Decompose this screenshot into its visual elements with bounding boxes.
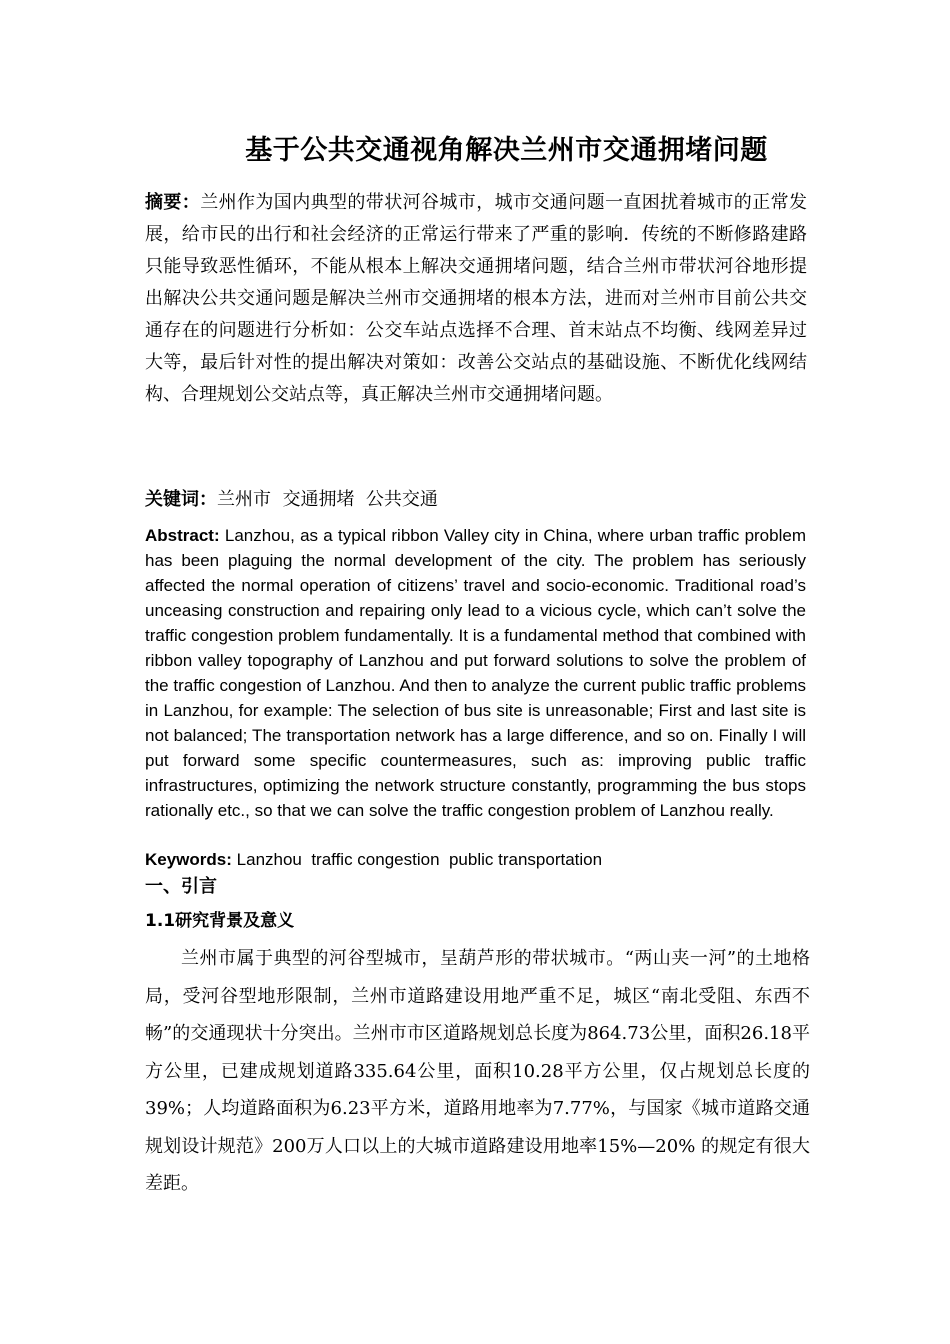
abstract-cn-text: 兰州作为国内典型的带状河谷城市，城市交通问题一直困扰着城市的正常发展，给市民的出行和社会经济的正常运行带来了严重的影响．传统的不断修路建路只能导致恶性循环，不能从根本上解决交通拥堵问题，结合兰州市带状河谷地形提出解决公共交通问题是解决兰州市交通拥堵的根本方法，进而对兰州市目前公共交通存在的问题进行分析如：公交车站点选择不合理、首末站点不均衡、线网差异过大等，最后针对性的提出解决对策如：改善公交站点的基础设施、不断优化线网结构、合理规划公交站点等，真正解决兰州市交通拥堵问题。 xyxy=(145,192,807,405)
abstract-cn xyxy=(145,187,807,411)
abstract-cn-label: 摘要： xyxy=(145,192,201,213)
abstract-en xyxy=(145,523,806,823)
keywords-en-text: Lanzhou traffic congestion public transportation xyxy=(236,850,603,869)
keywords-cn-label: 关键词： xyxy=(145,489,217,510)
subsection-heading-background: 1.1研究背景及意义 xyxy=(145,911,295,931)
section-heading-introduction: 一、引言 xyxy=(145,876,217,897)
keywords-cn-text: 兰州市 交通拥堵 公共交通 xyxy=(217,489,438,510)
keywords-en-label: Keywords: xyxy=(145,850,232,869)
keywords-en xyxy=(145,847,806,872)
abstract-en-text: Lanzhou, as a typical ribbon Valley city in China, where urban traffic problem has been plaguing the normal development of the city. The problem has seriously affected the normal operation of citizens’ travel and socio-economic. Traditional road’s unceasing construction and repairing only lead to a vicious cycle, which can’t solve the traffic congestion problem fundamentally. It is a fundamental method that combined with ribbon valley topography of Lanzhou and put forward solutions to solve the problem of the traffic congestion of Lanzhou. And then to analyze the current public traffic problems in Lanzhou, for example: The selection of bus site is unreasonable; First and last site is not balanced; The transportation network has a large difference, and so on. Finally I will put forward some specific countermeasures, such as: improving public traffic infrastructures, optimizing the network structure constantly, programming the bus stops rationally etc., so that we can solve the traffic congestion problem of Lanzhou really. xyxy=(145,526,806,820)
abstract-en-label: Abstract: xyxy=(145,526,220,545)
body-paragraph: 兰州市属于典型的河谷型城市，呈葫芦形的带状城市。“两山夹一河”的土地格局，受河谷型地形限制，兰州市道路建设用地严重不足，城区“南北受阻、东西不畅”的交通现状十分突出。兰州市市区道路规划总长度为864.73公里，面积26.18平方公里，已建成规划道路335.64公里，面积10.28平方公里，仅占规划总长度的39%；人均道路面积为6.23平方米，道路用地率为7.77%，与国家《城市道路交通规划设计规范》200万人口以上的大城市道路建设用地率15%—20% 的规定有很大差距。 xyxy=(145,948,810,1194)
paper-title: 基于公共交通视角解决兰州市交通拥堵问题 xyxy=(245,135,768,166)
keywords-cn xyxy=(145,484,807,516)
